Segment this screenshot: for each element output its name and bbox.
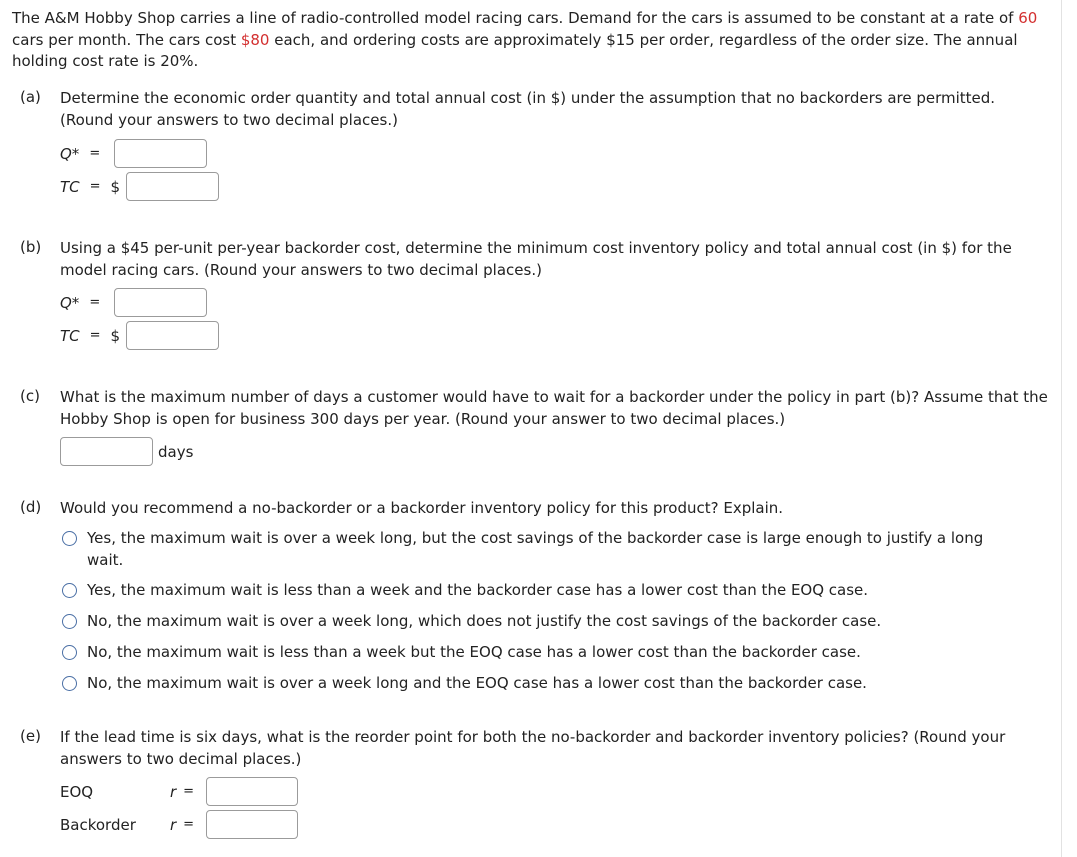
cost-value: $80 [240,30,270,49]
tc-label: TC [60,177,80,196]
part-c-label: (c) [20,387,40,405]
intro-text: The A&M Hobby Shop carries a line of radio-controlled model racing cars. Demand for the cars is assumed to be constant at a rate of [12,9,1019,27]
q-star-label: Q* [60,144,80,163]
part-b-label: (b) [20,238,42,256]
part-d-question: Would you recommend a no-backorder or a backorder inventory policy for this product? Explain. [60,499,784,517]
demand-value: 60 [1018,9,1038,27]
radio-button[interactable] [62,676,77,691]
eoq-reorder-input[interactable] [206,777,298,806]
part-e-eoq-row [60,777,298,806]
r-label: r [170,782,177,801]
part-a-q-row [60,139,207,168]
option-text: No, the maximum wait is over a week long and the EOQ case has a lower cost than the backorder case. [87,674,867,692]
equals-sign: = [183,784,195,799]
intro-text: each, and ordering costs are approximately $15 per order, regardless of the order size. The annual holding cost rate is 20%. [12,30,1018,70]
equals-sign: = [183,817,195,832]
dollar-sign: $ [110,326,121,345]
tc-label: TC [60,326,80,345]
problem-intro [12,8,1052,73]
part-b-tc-row [60,321,219,350]
radio-button[interactable] [62,531,77,546]
part-b-q-row [60,288,207,317]
part-e-question: If the lead time is six days, what is the reorder point for both the no-backorder and backorder inventory policies? (Round your answers to two decimal places.) [60,728,1006,768]
intro-text: cars per month. The cars cost [12,30,241,49]
part-b-question: Using a $45 per-unit per-year backorder cost, determine the minimum cost inventory policy and total annual cost (in $) for the model racing cars. (Round your answers to two decimal places.) [60,239,1012,279]
q-star-label: Q* [60,293,80,312]
option-text: Yes, the maximum wait is over a week long, but the cost savings of the backorder case is large enough to justify a long wait. [87,529,984,569]
radio-button[interactable] [62,583,77,598]
part-a-tc-input[interactable] [126,172,219,201]
backorder-label: Backorder [60,815,136,834]
eoq-label: EOQ [60,782,94,801]
part-a-question: Determine the economic order quantity and total annual cost (in $) under the assumption that no backorders are permitted. (Round your answers to two decimal places.) [60,89,996,129]
r-label: r [170,815,177,834]
part-a-label: (a) [20,88,41,106]
equals-sign: = [89,179,101,194]
part-a-tc-row [60,172,219,201]
equals-sign: = [89,295,101,310]
radio-button[interactable] [62,645,77,660]
part-c-row [60,437,193,466]
equals-sign: = [89,328,101,343]
radio-button[interactable] [62,614,77,629]
part-e-label: (e) [20,727,41,745]
part-e-backorder-row [60,810,298,839]
part-c-days-input[interactable] [60,437,153,466]
part-b-tc-input[interactable] [126,321,219,350]
option-text: No, the maximum wait is over a week long, which does not justify the cost savings of the backorder case. [87,612,882,630]
days-unit-label: days [158,442,194,461]
option-text: No, the maximum wait is less than a week but the EOQ case has a lower cost than the backorder case. [87,643,861,661]
option-text: Yes, the maximum wait is less than a week and the backorder case has a lower cost than the EOQ case. [87,581,869,599]
part-a-q-input[interactable] [114,139,207,168]
dollar-sign: $ [110,177,121,196]
equals-sign: = [89,146,101,161]
part-c-question: What is the maximum number of days a customer would have to wait for a backorder under the policy in part (b)? Assume that the Hobby Shop is open for business 300 days per year. (Round your answer to two decimal places.) [60,388,1048,428]
part-d-label: (d) [20,498,42,516]
part-b-q-input[interactable] [114,288,207,317]
backorder-reorder-input[interactable] [206,810,298,839]
